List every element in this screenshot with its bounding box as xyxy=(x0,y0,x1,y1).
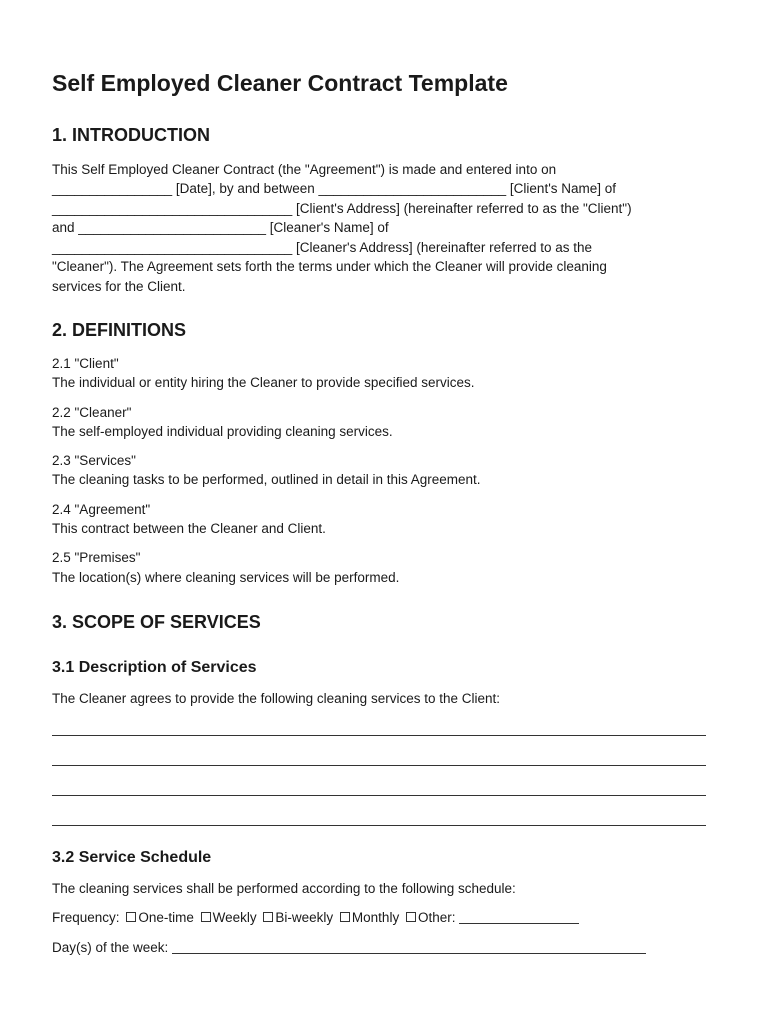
intro-line: and _________________________ [Cleaner's Name] of xyxy=(52,220,389,235)
checkbox-icon[interactable] xyxy=(126,912,136,922)
frequency-option-other[interactable]: Other: xyxy=(403,908,456,927)
services-blank-line[interactable] xyxy=(52,825,706,826)
intro-line: ________________ [Date], by and between _________________________ [Client's Name] of xyxy=(52,181,617,196)
frequency-option-one-time[interactable]: One-time xyxy=(123,908,194,927)
checkbox-icon[interactable] xyxy=(340,912,350,922)
definition-term: 2.1 "Client" xyxy=(52,356,119,371)
intro-line: ________________________________ [Client's Address] (hereinafter referred to as the "Client") xyxy=(52,201,632,216)
definition-text: The self-employed individual providing cleaning services. xyxy=(52,424,393,439)
subsection-heading-schedule: 3.2 Service Schedule xyxy=(52,849,212,866)
definition-term: 2.5 "Premises" xyxy=(52,550,141,565)
section-heading-scope: 3. SCOPE OF SERVICES xyxy=(52,612,261,632)
days-blank[interactable] xyxy=(172,941,646,954)
services-blank-line[interactable] xyxy=(52,735,706,736)
definition-text: The location(s) where cleaning services will be performed. xyxy=(52,570,400,585)
frequency-option-weekly[interactable]: Weekly xyxy=(198,908,257,927)
schedule-intro: The cleaning services shall be performed according to the following schedule: xyxy=(52,881,516,896)
section-heading-introduction: 1. INTRODUCTION xyxy=(52,125,211,145)
frequency-label: Frequency: xyxy=(52,910,120,925)
description-intro: The Cleaner agrees to provide the following cleaning services to the Client: xyxy=(52,691,500,706)
checkbox-icon[interactable] xyxy=(201,912,211,922)
intro-line: "Cleaner"). The Agreement sets forth the terms under which the Cleaner will provide cleaning xyxy=(52,259,607,274)
definition-term: 2.2 "Cleaner" xyxy=(52,405,132,420)
services-blank-line[interactable] xyxy=(52,795,706,796)
days-row xyxy=(52,938,646,957)
definition-term: 2.4 "Agreement" xyxy=(52,502,151,517)
subsection-heading-description: 3.1 Description of Services xyxy=(52,659,257,676)
definition-text: This contract between the Cleaner and Client. xyxy=(52,521,326,536)
intro-line: services for the Client. xyxy=(52,279,186,294)
frequency-option-bi-weekly[interactable]: Bi-weekly xyxy=(260,908,333,927)
checkbox-icon[interactable] xyxy=(263,912,273,922)
definition-term: 2.3 "Services" xyxy=(52,453,136,468)
definition-text: The cleaning tasks to be performed, outlined in detail in this Agreement. xyxy=(52,472,481,487)
frequency-row xyxy=(52,908,579,927)
days-label: Day(s) of the week: xyxy=(52,940,169,955)
frequency-other-blank[interactable] xyxy=(459,911,579,924)
checkbox-icon[interactable] xyxy=(406,912,416,922)
document-title: Self Employed Cleaner Contract Template xyxy=(52,70,508,96)
intro-line: ________________________________ [Cleaner's Address] (hereinafter referred to as the xyxy=(52,240,592,255)
services-blank-line[interactable] xyxy=(52,765,706,766)
section-heading-definitions: 2. DEFINITIONS xyxy=(52,320,187,340)
frequency-option-monthly[interactable]: Monthly xyxy=(337,908,399,927)
intro-line: This Self Employed Cleaner Contract (the "Agreement") is made and entered into on xyxy=(52,162,557,177)
definition-text: The individual or entity hiring the Cleaner to provide specified services. xyxy=(52,375,475,390)
